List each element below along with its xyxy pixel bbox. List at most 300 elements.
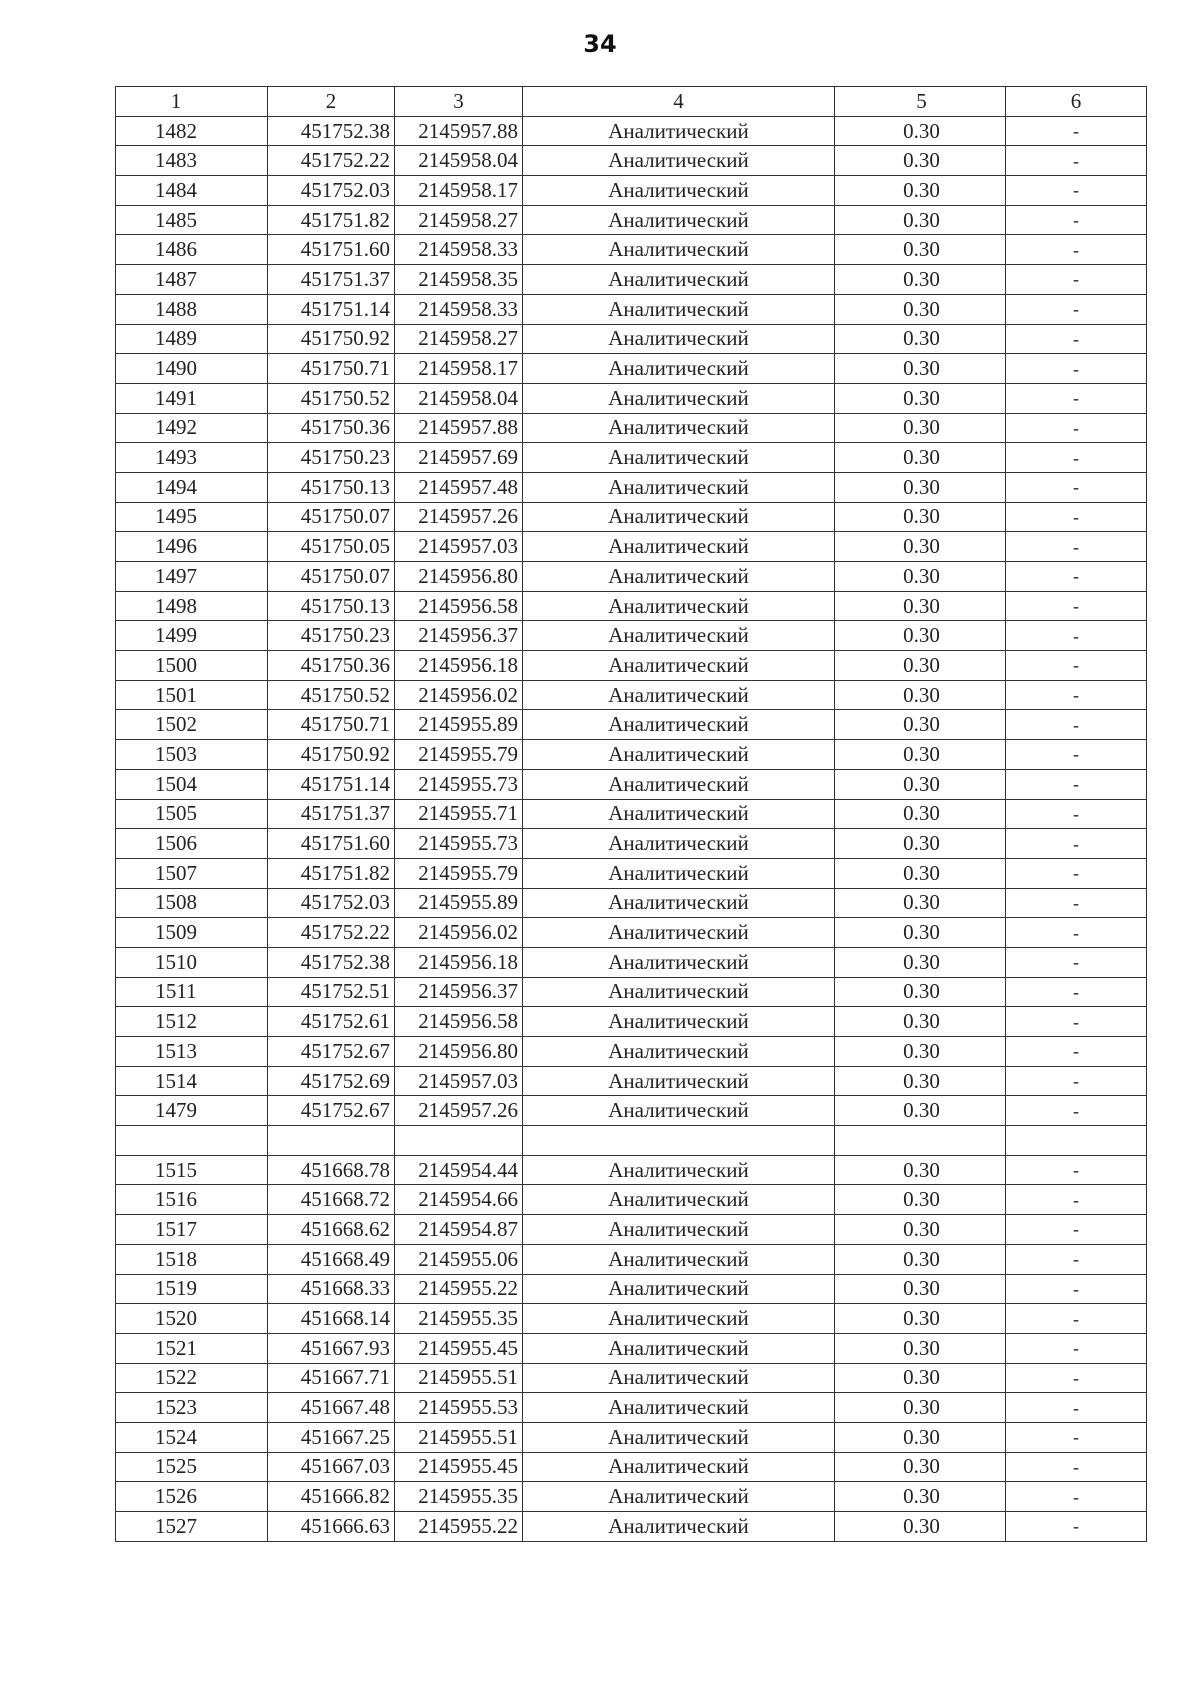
x-coordinate-cell: 451668.49 [268,1244,395,1274]
point-number-cell: 1491 [116,383,268,413]
y-coordinate-cell: 2145956.80 [395,562,523,592]
method-cell: Аналитический [523,235,835,265]
point-number-cell: 1523 [116,1393,268,1423]
x-coordinate-cell: 451750.36 [268,413,395,443]
method-cell: Аналитический [523,1452,835,1482]
column-header-3: 3 [395,87,523,117]
method-cell: Аналитический [523,858,835,888]
table-row [116,947,1147,977]
table-row [116,1304,1147,1334]
table-row [116,472,1147,502]
method-cell: Аналитический [523,799,835,829]
y-coordinate-cell: 2145955.79 [395,740,523,770]
x-coordinate-cell: 451750.52 [268,680,395,710]
x-coordinate-cell: 451752.03 [268,176,395,206]
y-coordinate-cell: 2145957.88 [395,116,523,146]
note-cell: - [1006,621,1147,651]
accuracy-cell: 0.30 [835,1304,1006,1334]
accuracy-cell: 0.30 [835,413,1006,443]
y-coordinate-cell: 2145955.35 [395,1482,523,1512]
x-coordinate-cell: 451668.78 [268,1155,395,1185]
x-coordinate-cell: 451750.92 [268,324,395,354]
y-coordinate-cell: 2145957.26 [395,1096,523,1126]
table-row [116,1007,1147,1037]
method-cell: Аналитический [523,502,835,532]
table-row [116,710,1147,740]
note-cell: - [1006,413,1147,443]
y-coordinate-cell: 2145956.37 [395,621,523,651]
note-cell: - [1006,294,1147,324]
table-row [116,1215,1147,1245]
method-cell: Аналитический [523,1393,835,1423]
table-row [116,591,1147,621]
point-number-cell: 1490 [116,354,268,384]
x-coordinate-cell: 451751.37 [268,799,395,829]
x-coordinate-cell: 451750.71 [268,354,395,384]
method-cell: Аналитический [523,829,835,859]
accuracy-cell: 0.30 [835,443,1006,473]
point-number-cell: 1505 [116,799,268,829]
table-row [116,1422,1147,1452]
method-cell: Аналитический [523,532,835,562]
note-cell: - [1006,1037,1147,1067]
table-row [116,888,1147,918]
accuracy-cell: 0.30 [835,116,1006,146]
x-coordinate-cell: 451750.36 [268,651,395,681]
table-row [116,1037,1147,1067]
point-number-cell: 1482 [116,116,268,146]
method-cell: Аналитический [523,116,835,146]
table-row [116,562,1147,592]
point-number-cell: 1521 [116,1333,268,1363]
method-cell: Аналитический [523,1482,835,1512]
y-coordinate-cell: 2145957.03 [395,532,523,562]
point-number-cell: 1526 [116,1482,268,1512]
table-row [116,858,1147,888]
table-row [116,680,1147,710]
method-cell: Аналитический [523,888,835,918]
method-cell: Аналитический [523,443,835,473]
point-number-cell: 1484 [116,176,268,206]
accuracy-cell: 0.30 [835,1393,1006,1423]
accuracy-cell: 0.30 [835,1066,1006,1096]
y-coordinate-cell: 2145956.58 [395,591,523,621]
point-number-cell: 1498 [116,591,268,621]
x-coordinate-cell: 451752.22 [268,146,395,176]
note-cell: - [1006,1333,1147,1363]
table-row [116,294,1147,324]
x-coordinate-cell: 451751.14 [268,769,395,799]
y-coordinate-cell: 2145954.44 [395,1155,523,1185]
method-cell: Аналитический [523,651,835,681]
y-coordinate-cell: 2145956.02 [395,918,523,948]
x-coordinate-cell: 451752.38 [268,947,395,977]
table-row [116,1274,1147,1304]
table-row [116,324,1147,354]
page-number: 34 [583,30,617,58]
table-row [116,205,1147,235]
table-row [116,502,1147,532]
point-number-cell: 1502 [116,710,268,740]
table-row [116,235,1147,265]
x-coordinate-cell: 451752.67 [268,1037,395,1067]
method-cell: Аналитический [523,562,835,592]
point-number-cell: 1518 [116,1244,268,1274]
y-coordinate-cell: 2145955.73 [395,829,523,859]
x-coordinate-cell: 451750.13 [268,591,395,621]
method-cell: Аналитический [523,591,835,621]
x-coordinate-cell: 451666.63 [268,1512,395,1542]
method-cell: Аналитический [523,1512,835,1542]
note-cell: - [1006,1304,1147,1334]
accuracy-cell: 0.30 [835,888,1006,918]
y-coordinate-cell: 2145955.73 [395,769,523,799]
table-row [116,1482,1147,1512]
method-cell: Аналитический [523,294,835,324]
x-coordinate-cell: 451750.52 [268,383,395,413]
note-cell: - [1006,532,1147,562]
table-row [116,1363,1147,1393]
note-cell: - [1006,829,1147,859]
method-cell: Аналитический [523,265,835,295]
accuracy-cell: 0.30 [835,205,1006,235]
note-cell: - [1006,1155,1147,1185]
point-number-cell: 1508 [116,888,268,918]
accuracy-cell: 0.30 [835,918,1006,948]
y-coordinate-cell: 2145955.06 [395,1244,523,1274]
note-cell: - [1006,205,1147,235]
accuracy-cell: 0.30 [835,1244,1006,1274]
note-cell: - [1006,591,1147,621]
x-coordinate-cell: 451668.72 [268,1185,395,1215]
point-number-cell: 1524 [116,1422,268,1452]
x-coordinate-cell: 451666.82 [268,1482,395,1512]
table-row [116,413,1147,443]
x-coordinate-cell: 451667.71 [268,1363,395,1393]
point-number-cell: 1497 [116,562,268,592]
note-cell: - [1006,1215,1147,1245]
point-number-cell: 1496 [116,532,268,562]
method-cell: Аналитический [523,205,835,235]
x-coordinate-cell: 451752.61 [268,1007,395,1037]
accuracy-cell: 0.30 [835,146,1006,176]
x-coordinate-cell: 451751.37 [268,265,395,295]
method-cell: Аналитический [523,176,835,206]
accuracy-cell: 0.30 [835,1482,1006,1512]
y-coordinate-cell: 2145955.53 [395,1393,523,1423]
table-row [116,1185,1147,1215]
accuracy-cell: 0.30 [835,176,1006,206]
x-coordinate-cell: 451750.07 [268,502,395,532]
table-row [116,116,1147,146]
y-coordinate-cell: 2145955.51 [395,1363,523,1393]
table-row [116,1512,1147,1542]
accuracy-cell: 0.30 [835,235,1006,265]
y-coordinate-cell: 2145955.79 [395,858,523,888]
x-coordinate-cell: 451750.07 [268,562,395,592]
note-cell: - [1006,354,1147,384]
note-cell: - [1006,383,1147,413]
table-row [116,176,1147,206]
note-cell: - [1006,1244,1147,1274]
note-cell: - [1006,1096,1147,1126]
note-cell: - [1006,651,1147,681]
accuracy-cell: 0.30 [835,1185,1006,1215]
x-coordinate-cell: 451667.25 [268,1422,395,1452]
point-number-cell: 1520 [116,1304,268,1334]
method-cell: Аналитический [523,146,835,176]
y-coordinate-cell: 2145954.66 [395,1185,523,1215]
method-cell: Аналитический [523,1215,835,1245]
method-cell: Аналитический [523,1244,835,1274]
y-coordinate-cell: 2145958.17 [395,176,523,206]
x-coordinate-cell [268,1126,395,1156]
y-coordinate-cell: 2145955.45 [395,1452,523,1482]
column-header-5: 5 [835,87,1006,117]
note-cell: - [1006,324,1147,354]
note-cell: - [1006,1007,1147,1037]
point-number-cell: 1515 [116,1155,268,1185]
column-header-2: 2 [268,87,395,117]
accuracy-cell: 0.30 [835,1274,1006,1304]
accuracy-cell: 0.30 [835,680,1006,710]
method-cell: Аналитический [523,1007,835,1037]
y-coordinate-cell: 2145955.45 [395,1333,523,1363]
method-cell: Аналитический [523,1096,835,1126]
point-number-cell: 1525 [116,1452,268,1482]
note-cell: - [1006,947,1147,977]
point-number-cell: 1514 [116,1066,268,1096]
method-cell: Аналитический [523,1037,835,1067]
point-number-cell: 1513 [116,1037,268,1067]
table-row [116,977,1147,1007]
note-cell: - [1006,502,1147,532]
y-coordinate-cell: 2145955.89 [395,710,523,740]
y-coordinate-cell: 2145957.03 [395,1066,523,1096]
x-coordinate-cell: 451667.93 [268,1333,395,1363]
method-cell: Аналитический [523,413,835,443]
table-row [116,918,1147,948]
method-cell: Аналитический [523,1422,835,1452]
x-coordinate-cell: 451752.22 [268,918,395,948]
note-cell: - [1006,710,1147,740]
table-row [116,354,1147,384]
accuracy-cell: 0.30 [835,621,1006,651]
table-row [116,1155,1147,1185]
y-coordinate-cell: 2145955.51 [395,1422,523,1452]
y-coordinate-cell: 2145955.71 [395,799,523,829]
accuracy-cell: 0.30 [835,472,1006,502]
y-coordinate-cell: 2145957.88 [395,413,523,443]
x-coordinate-cell: 451751.60 [268,829,395,859]
method-cell: Аналитический [523,1363,835,1393]
note-cell: - [1006,740,1147,770]
y-coordinate-cell: 2145958.35 [395,265,523,295]
accuracy-cell: 0.30 [835,1155,1006,1185]
table-row [116,383,1147,413]
point-number-cell: 1486 [116,235,268,265]
table-row [116,829,1147,859]
column-header-1: 1 [116,87,268,117]
note-cell: - [1006,1482,1147,1512]
method-cell: Аналитический [523,680,835,710]
y-coordinate-cell: 2145958.27 [395,205,523,235]
method-cell: Аналитический [523,354,835,384]
table-row [116,1393,1147,1423]
table-row [116,621,1147,651]
y-coordinate-cell: 2145955.89 [395,888,523,918]
point-number-cell: 1510 [116,947,268,977]
point-number-cell: 1511 [116,977,268,1007]
point-number-cell: 1500 [116,651,268,681]
table-row [116,1126,1147,1156]
note-cell: - [1006,1066,1147,1096]
accuracy-cell: 0.30 [835,324,1006,354]
x-coordinate-cell: 451750.71 [268,710,395,740]
x-coordinate-cell: 451668.33 [268,1274,395,1304]
accuracy-cell: 0.30 [835,1363,1006,1393]
y-coordinate-cell: 2145956.37 [395,977,523,1007]
x-coordinate-cell: 451752.69 [268,1066,395,1096]
note-cell: - [1006,176,1147,206]
table-row [116,146,1147,176]
x-coordinate-cell: 451751.14 [268,294,395,324]
point-number-cell: 1522 [116,1363,268,1393]
table-row [116,1452,1147,1482]
x-coordinate-cell: 451750.23 [268,621,395,651]
note-cell: - [1006,235,1147,265]
column-header-4: 4 [523,87,835,117]
x-coordinate-cell: 451750.23 [268,443,395,473]
x-coordinate-cell: 451752.38 [268,116,395,146]
point-number-cell: 1507 [116,858,268,888]
accuracy-cell: 0.30 [835,532,1006,562]
table-header-row [116,87,1147,117]
accuracy-cell: 0.30 [835,502,1006,532]
method-cell: Аналитический [523,769,835,799]
point-number-cell: 1492 [116,413,268,443]
method-cell: Аналитический [523,324,835,354]
method-cell: Аналитический [523,1304,835,1334]
x-coordinate-cell: 451668.14 [268,1304,395,1334]
note-cell: - [1006,1274,1147,1304]
y-coordinate-cell: 2145958.04 [395,146,523,176]
note-cell: - [1006,680,1147,710]
x-coordinate-cell: 451752.67 [268,1096,395,1126]
y-coordinate-cell: 2145957.69 [395,443,523,473]
point-number-cell: 1519 [116,1274,268,1304]
accuracy-cell: 0.30 [835,383,1006,413]
accuracy-cell: 0.30 [835,1037,1006,1067]
method-cell: Аналитический [523,1185,835,1215]
note-cell [1006,1126,1147,1156]
accuracy-cell: 0.30 [835,1333,1006,1363]
note-cell: - [1006,472,1147,502]
table-row [116,1096,1147,1126]
y-coordinate-cell: 2145957.48 [395,472,523,502]
accuracy-cell: 0.30 [835,1215,1006,1245]
y-coordinate-cell: 2145956.18 [395,651,523,681]
accuracy-cell: 0.30 [835,265,1006,295]
y-coordinate-cell: 2145958.33 [395,294,523,324]
x-coordinate-cell: 451668.62 [268,1215,395,1245]
coordinates-table [115,86,1147,1542]
note-cell: - [1006,799,1147,829]
point-number-cell: 1504 [116,769,268,799]
accuracy-cell: 0.30 [835,1422,1006,1452]
point-number-cell: 1516 [116,1185,268,1215]
table-row [116,651,1147,681]
accuracy-cell: 0.30 [835,829,1006,859]
point-number-cell [116,1126,268,1156]
table-row [116,740,1147,770]
accuracy-cell: 0.30 [835,740,1006,770]
y-coordinate-cell: 2145956.02 [395,680,523,710]
y-coordinate-cell [395,1126,523,1156]
y-coordinate-cell: 2145955.35 [395,1304,523,1334]
accuracy-cell: 0.30 [835,858,1006,888]
point-number-cell: 1479 [116,1096,268,1126]
note-cell: - [1006,1512,1147,1542]
accuracy-cell: 0.30 [835,354,1006,384]
accuracy-cell: 0.30 [835,799,1006,829]
point-number-cell: 1512 [116,1007,268,1037]
x-coordinate-cell: 451751.82 [268,205,395,235]
note-cell: - [1006,858,1147,888]
point-number-cell: 1506 [116,829,268,859]
y-coordinate-cell: 2145956.58 [395,1007,523,1037]
accuracy-cell: 0.30 [835,651,1006,681]
y-coordinate-cell: 2145958.04 [395,383,523,413]
accuracy-cell: 0.30 [835,1452,1006,1482]
note-cell: - [1006,562,1147,592]
accuracy-cell: 0.30 [835,591,1006,621]
y-coordinate-cell: 2145956.80 [395,1037,523,1067]
x-coordinate-cell: 451667.03 [268,1452,395,1482]
note-cell: - [1006,977,1147,1007]
point-number-cell: 1517 [116,1215,268,1245]
point-number-cell: 1488 [116,294,268,324]
note-cell: - [1006,918,1147,948]
point-number-cell: 1527 [116,1512,268,1542]
column-header-6: 6 [1006,87,1147,117]
x-coordinate-cell: 451751.82 [268,858,395,888]
method-cell: Аналитический [523,977,835,1007]
note-cell: - [1006,1393,1147,1423]
accuracy-cell: 0.30 [835,1007,1006,1037]
y-coordinate-cell: 2145956.18 [395,947,523,977]
method-cell: Аналитический [523,1333,835,1363]
y-coordinate-cell: 2145958.27 [395,324,523,354]
note-cell: - [1006,1422,1147,1452]
y-coordinate-cell: 2145958.33 [395,235,523,265]
method-cell: Аналитический [523,621,835,651]
method-cell: Аналитический [523,740,835,770]
method-cell: Аналитический [523,383,835,413]
y-coordinate-cell: 2145957.26 [395,502,523,532]
table-row [116,1244,1147,1274]
point-number-cell: 1494 [116,472,268,502]
method-cell: Аналитический [523,918,835,948]
accuracy-cell: 0.30 [835,1096,1006,1126]
point-number-cell: 1493 [116,443,268,473]
method-cell [523,1126,835,1156]
accuracy-cell: 0.30 [835,710,1006,740]
y-coordinate-cell: 2145955.22 [395,1274,523,1304]
accuracy-cell: 0.30 [835,947,1006,977]
y-coordinate-cell: 2145954.87 [395,1215,523,1245]
point-number-cell: 1495 [116,502,268,532]
